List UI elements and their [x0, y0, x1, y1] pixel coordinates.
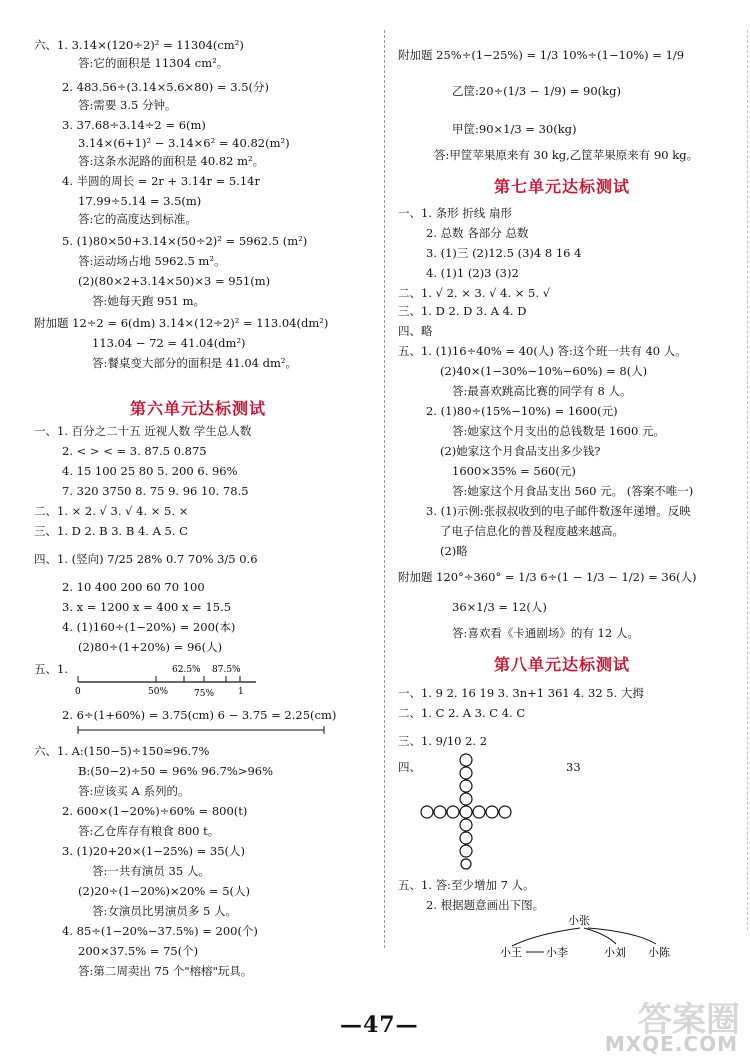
left-line-5: 3.14×(6+1)² − 3.14×6² = 40.82(m²) [78, 136, 290, 150]
left-line-9: 答:它的高度达到标准。 [78, 212, 197, 226]
left-line-16: 答:餐桌变大部分的面积是 41.04 dm²。 [92, 356, 297, 370]
nl-label-0: 0 [75, 687, 81, 697]
u8-line-1: 二、1. C 2. A 3. C 4. C [398, 706, 526, 720]
u7-line-15: 3. (1)示例:张叔叔收到的电子邮件数逐年递增。反映 [426, 504, 691, 518]
u6-line-0: 一、1. 百分之二十五 近视人数 学生总人数 [34, 424, 252, 438]
u6-line-20: (2)20÷(1−20%)×20% = 5(人) [78, 884, 250, 898]
left-line-13: 答:她每天跑 951 m。 [92, 294, 206, 308]
u6-line-15: 答:应该买 A 系列的。 [78, 784, 190, 798]
nl-label-87-5: 87.5% [212, 665, 241, 675]
left-line-8: 17.99÷5.14 = 3.5(m) [78, 194, 202, 208]
number-line-diagram [56, 664, 256, 704]
right-line-1: 乙筐:20÷(1/3 − 1/9) = 90(kg) [452, 84, 621, 98]
left-line-15: 113.04 − 72 = 41.04(dm²) [92, 336, 246, 350]
left-line-12: (2)(80×2+3.14×50)×3 = 951(m) [78, 274, 271, 288]
u6-line-16: 2. 600×(1−20%)÷60% = 800(t) [62, 804, 248, 818]
u7-line-19: 36×1/3 = 12(人) [452, 600, 547, 614]
u7-line-18: 附加题 120°÷360° = 1/3 6÷(1 − 1/3 − 1/2) = 36(人) [398, 570, 697, 584]
nl-label-75: 75% [194, 689, 215, 699]
nl-label-1: 1 [238, 687, 244, 697]
u6-line-7: 2. 10 400 200 60 70 100 [62, 580, 205, 594]
tree-c1: 小刘 [604, 946, 626, 959]
u7-line-17: (2)略 [440, 544, 468, 558]
left-line-2: 2. 483.56÷(3.14×5.6×80) = 3.5(分) [62, 80, 269, 94]
watermark-url: MXQE.COM [604, 1032, 738, 1056]
u7-line-7: 五、1. (1)16÷40% = 40(人) 答:这个班一共有 40 人。 [398, 344, 687, 358]
left-line-0: 六、1. 3.14×(120÷2)² = 11304(cm²) [34, 38, 244, 52]
u7-line-2: 3. (1)三 (2)12.5 (3)4 8 16 4 [426, 246, 582, 260]
left-line-10: 5. (1)80×50+3.14×(50÷2)² = 5962.5 (m²) [62, 234, 308, 248]
u6-line-8: 3. x = 1200 x = 400 x = 15.5 [62, 600, 232, 614]
segment-bracket [76, 724, 326, 736]
u6-line-5: 三、1. D 2. B 3. B 4. A 5. C [34, 524, 188, 538]
left-line-1: 答:它的面积是 11304 cm²。 [78, 56, 229, 70]
left-line-7: 4. 半圆的周长 = 2r + 3.14r = 5.14r [62, 174, 260, 188]
watermark-logo [586, 992, 746, 1056]
u7-line-4: 二、1. √ 2. × 3. √ 4. × 5. √ [398, 286, 551, 300]
u8-line-5: 五、1. 答:至少增加 7 人。 [398, 878, 535, 892]
u7-line-11: 答:她家这个月支出的总钱数是 1600 元。 [452, 424, 665, 438]
page-number: —47— [340, 1012, 419, 1038]
unit7-title: 第七单元达标测试 [494, 177, 631, 196]
left-line-14: 附加题 12÷2 = 6(dm) 3.14×(12÷2)² = 113.04(dm²) [34, 316, 329, 330]
nl-label-62-5: 62.5% [172, 665, 201, 675]
u7-line-20: 答:喜欢看《卡通剧场》的有 12 人。 [452, 626, 639, 640]
left-line-4: 3. 37.68÷3.14÷2 = 6(m) [62, 118, 206, 132]
page-edge-line [747, 30, 748, 930]
tree-left: 小王 [500, 946, 522, 959]
u7-line-1: 2. 总数 各部分 总数 [426, 226, 529, 240]
column-divider [384, 30, 385, 948]
u6-line-17: 答:乙仓库存有粮食 800 t。 [78, 824, 220, 838]
u8-line-2: 三、1. 9/10 2. 2 [398, 734, 488, 748]
u6-line-6: 四、1. (竖向) 7/25 28% 0.7 70% 3/5 0.6 [34, 552, 258, 566]
right-line-2: 甲筐:90×1/3 = 30(kg) [452, 122, 577, 136]
u7-line-16: 了电子信息化的普及程度越来越高。 [440, 524, 624, 538]
unit6-title: 第六单元达标测试 [130, 399, 267, 418]
u6-line-23: 200×37.5% = 75(个) [78, 944, 199, 958]
u7-line-5: 三、1. D 2. D 3. A 4. D [398, 304, 527, 318]
u6-line-21: 答:女演员比男演员多 5 人。 [92, 904, 238, 918]
u7-line-13: 1600×35% = 560(元) [452, 464, 576, 478]
unit8-title: 第八单元达标测试 [494, 655, 631, 674]
u7-line-8: (2)40×(1−30%−10%−60%) = 8(人) [440, 364, 648, 378]
u7-line-14: 答:她家这个月食品支出 560 元。 (答案不唯一) [452, 484, 694, 498]
u8-line-3: 四、 [398, 760, 421, 774]
tree-c2: 小陈 [648, 946, 670, 959]
u6-line-2: 4. 15 100 25 80 5. 200 6. 96% [62, 464, 238, 478]
tree-mid: 小李 [546, 946, 568, 959]
u6-line-11: 五、1. [34, 662, 68, 676]
left-line-3: 答:需要 3.5 分钟。 [78, 98, 177, 112]
u6-line-1: 2. < > < = 3. 87.5 0.875 [62, 444, 207, 458]
right-line-3: 答:甲筐苹果原来有 30 kg,乙筐苹果原来有 90 kg。 [434, 148, 699, 162]
u8-line-4: 33 [566, 760, 581, 774]
u6-line-19: 答:一共有演员 35 人。 [92, 864, 210, 878]
u6-line-13: 六、1. A:(150−5)÷150≈96.7% [34, 744, 210, 758]
nl-label-50: 50% [148, 687, 169, 697]
tree-root: 小张 [568, 914, 590, 927]
ring-cross-figure [420, 752, 530, 870]
u6-line-18: 3. (1)20+20×(1−25%) = 35(人) [62, 844, 245, 858]
u7-line-12: (2)她家这个月食品支出多少钱? [440, 444, 601, 458]
u6-line-12: 2. 6÷(1+60%) = 3.75(cm) 6 − 3.75 = 2.25(cm) [62, 708, 337, 722]
u8-line-6: 2. 根据题意画出下图。 [426, 898, 545, 912]
u7-line-3: 4. (1)1 (2)3 (3)2 [426, 266, 519, 280]
watermark-text: 答案圈 [638, 1000, 740, 1040]
left-line-6: 答:这条水泥路的面积是 40.82 m²。 [78, 154, 265, 168]
u6-line-10: (2)80÷(1+20%) = 96(人) [78, 640, 223, 654]
u7-line-6: 四、略 [398, 324, 433, 338]
u6-line-3: 7. 320 3750 8. 75 9. 96 10. 78.5 [62, 484, 249, 498]
u6-line-4: 二、1. × 2. √ 3. √ 4. × 5. × [34, 504, 189, 518]
right-line-0: 附加题 25%÷(1−25%) = 1/3 10%÷(1−10%) = 1/9 [398, 48, 685, 62]
u6-line-14: B:(50−2)÷50 = 96% 96.7%>96% [78, 764, 274, 778]
left-line-11: 答:运动场占地 5962.5 m²。 [78, 254, 226, 268]
u6-line-24: 答:第二周卖出 75 个"榕榕"玩具。 [78, 964, 253, 978]
u7-line-9: 答:最喜欢跳高比赛的同学有 8 人。 [452, 384, 632, 398]
u7-line-10: 2. (1)80÷(15%−10%) = 1600(元) [426, 404, 618, 418]
u7-line-0: 一、1. 条形 折线 扇形 [398, 206, 512, 220]
relationship-tree [496, 912, 696, 962]
u8-line-0: 一、1. 9 2. 16 19 3. 3n+1 361 4. 32 5. 大拇 [398, 686, 644, 700]
u6-line-9: 4. (1)160÷(1−20%) = 200(本) [62, 620, 236, 634]
u6-line-22: 4. 85÷(1−20%−37.5%) = 200(个) [62, 924, 258, 938]
